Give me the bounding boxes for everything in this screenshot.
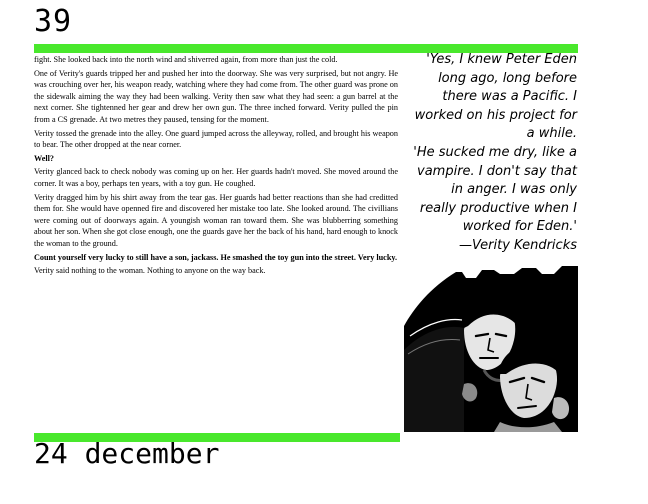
body-paragraph: Verity said nothing to the woman. Nothing to anyone on the way back. bbox=[34, 266, 266, 276]
quote-line: there was a Pacific. I bbox=[442, 89, 577, 105]
quote-line: 'He sucked me dry, like a bbox=[413, 144, 577, 160]
quote-line: a while. bbox=[526, 126, 577, 142]
body-paragraph: fight. She looked back into the north wind and shiverred again, from more than just the cold. bbox=[34, 55, 338, 64]
body-paragraph: One of Verity's guards tripped her and pushed her into the doorway. She was very surprised, but not angry. He was crouching over her, his weapon ready, watching where they had come from. The other guard was prone on the sidewalk aiming the way they had been walking. Verity then saw what they had seen: a gun barrel at the next corner. She tightenned her gear and drew her own gun. The three inched forward. Verity pulled the pin from a CS grenade. At two metres they paused, tensing for the moment. bbox=[34, 68, 398, 124]
body-text bbox=[34, 54, 398, 432]
sidebar-quote bbox=[404, 51, 577, 256]
body-paragraph: Verity tossed the grenade into the alley. One guard jumped across the alleyway, rolled, and brought his weapon to bear. The other dropped at the near corner. bbox=[34, 128, 398, 150]
body-paragraph-dialogue: Count yourself very lucky to still have a son, jackass. He smashed the toy gun into the street. Very lucky. bbox=[34, 252, 398, 262]
quote-line: really productive when I bbox=[419, 200, 577, 216]
quote-line: worked on his project for bbox=[414, 107, 577, 123]
quote-line: vampire. I don't say that bbox=[417, 163, 577, 179]
date-footer: 24 december bbox=[34, 437, 220, 470]
quote-line: long ago, long before bbox=[438, 70, 577, 86]
quote-line: 'Yes, I knew Peter Eden bbox=[426, 52, 577, 67]
quote-line: worked for Eden.' bbox=[462, 219, 577, 235]
page-number: 39 bbox=[34, 4, 73, 39]
two-figures-portrait-illustration bbox=[404, 266, 578, 432]
quote-attribution: —Verity Kendricks bbox=[459, 237, 577, 253]
body-paragraph-thought: Well? bbox=[34, 153, 55, 163]
body-paragraph: Verity glanced back to check nobody was coming up on her. Her guards hadn't moved. She moved around the corner. It was a boy, perhaps ten years, with a toy gun. He coughed. bbox=[34, 167, 398, 188]
body-paragraph: Verity dragged him by his shirt away from the tear gas. Her guards had better reactions than she had creditted them for. She would have openned fire and discovered her mistake too late. She looked around. The civillians were coming out of doorways again. A youngish woman ran toward them. She was blubberring something about her son. When she got close enough, one the guards gave her the back of his hand, hard enough to knock the woman to the ground. bbox=[34, 192, 398, 248]
quote-line: in anger. I was only bbox=[451, 182, 577, 198]
